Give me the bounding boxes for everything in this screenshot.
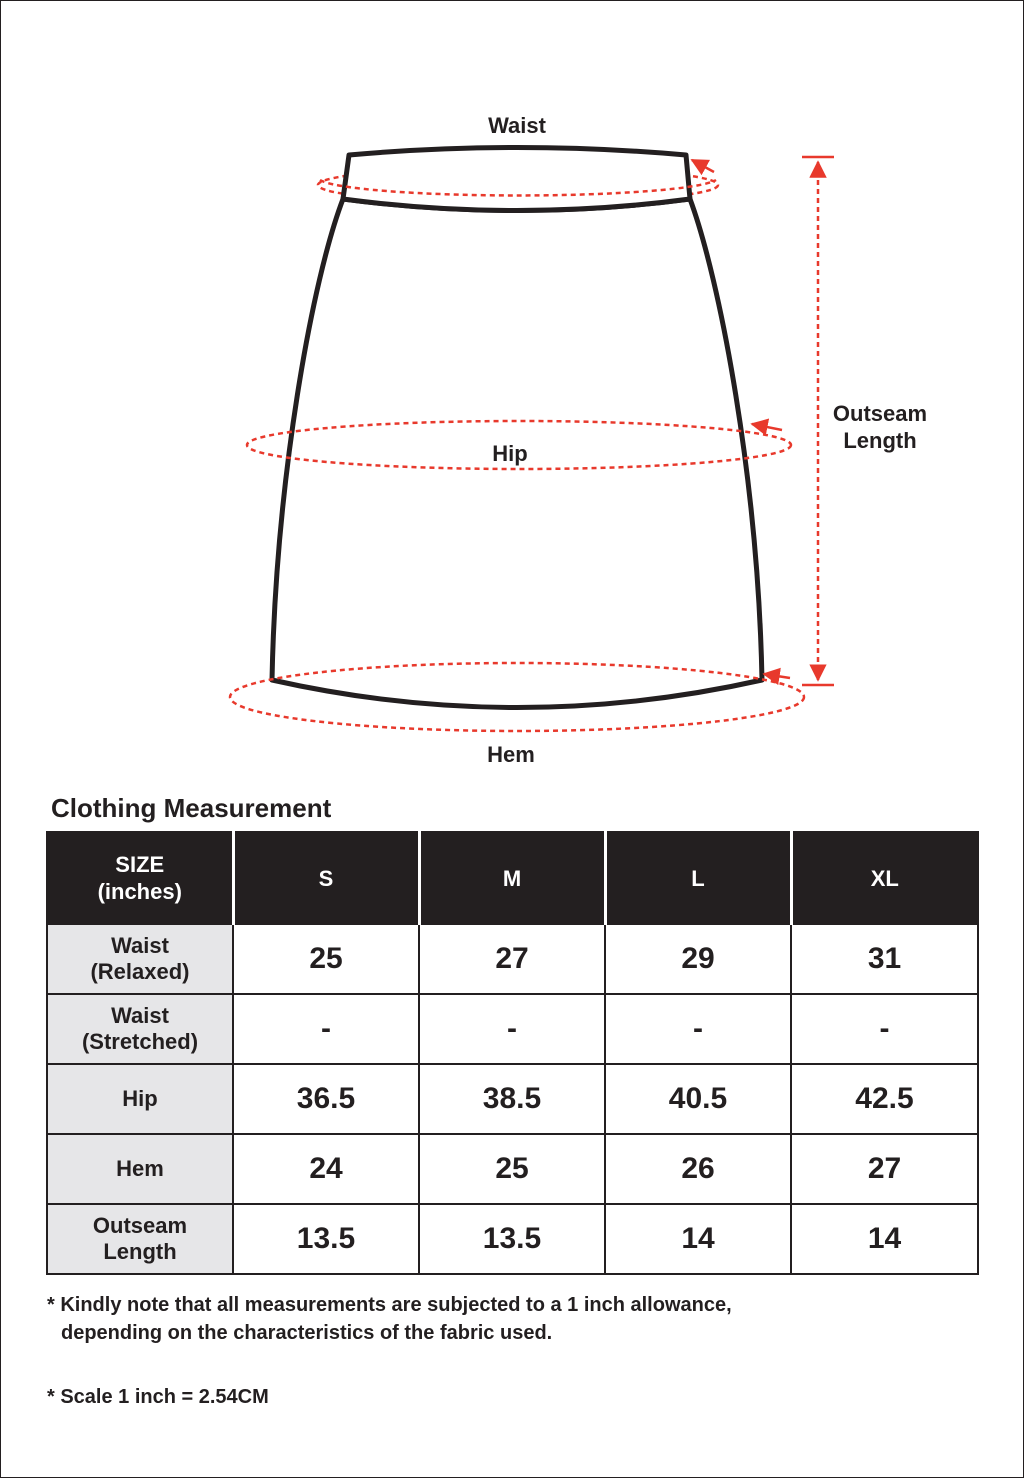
table-row: [47, 924, 978, 994]
size-column-header: L: [605, 832, 791, 924]
table-cell: -: [233, 994, 419, 1064]
size-column-header: XL: [791, 832, 978, 924]
table-cell: 31: [791, 924, 978, 994]
table-cell: 27: [791, 1134, 978, 1204]
table-row: [47, 1064, 978, 1134]
table-cell: 40.5: [605, 1064, 791, 1134]
hip-label: Hip: [492, 441, 528, 466]
table-cell: 27: [419, 924, 605, 994]
table-cell: 36.5: [233, 1064, 419, 1134]
row-label: Waist (Stretched): [47, 994, 233, 1064]
waist-label: Waist: [488, 113, 546, 138]
waistband-outline: [343, 148, 690, 211]
table-row: [47, 994, 978, 1064]
table-row: [47, 1204, 978, 1274]
allowance-note-line-2: depending on the characteristics of the fabric used.: [61, 1322, 553, 1344]
table-cell: 29: [605, 924, 791, 994]
size-header: SIZE (inches): [47, 832, 233, 924]
scale-note: * Scale 1 inch = 2.54CM: [47, 1386, 269, 1408]
table-cell: 38.5: [419, 1064, 605, 1134]
row-label: Waist (Relaxed): [47, 924, 233, 994]
table-cell: 14: [791, 1204, 978, 1274]
table-header-row: [47, 832, 978, 924]
hem-arrow: [764, 674, 790, 678]
size-column-header: M: [419, 832, 605, 924]
table-cell: 14: [605, 1204, 791, 1274]
table-cell: 24: [233, 1134, 419, 1204]
table-cell: -: [605, 994, 791, 1064]
hem-label: Hem: [487, 742, 535, 767]
table-cell: 25: [233, 924, 419, 994]
outseam-length-label: Outseam Length: [832, 401, 928, 453]
allowance-note-line-1: * Kindly note that all measurements are subjected to a 1 inch allowance,: [47, 1294, 732, 1316]
size-column-header: S: [233, 832, 419, 924]
table-row: [47, 1134, 978, 1204]
section-title: Clothing Measurement: [51, 793, 332, 823]
hip-arrow: [752, 424, 782, 430]
waist-arrow: [692, 160, 714, 172]
row-label: Hem: [47, 1134, 233, 1204]
row-label: Hip: [47, 1064, 233, 1134]
table-cell: 13.5: [233, 1204, 419, 1274]
table-cell: 13.5: [419, 1204, 605, 1274]
allowance-note: [47, 1291, 732, 1347]
table-cell: -: [791, 994, 978, 1064]
table-cell: 26: [605, 1134, 791, 1204]
size-chart-table: [46, 831, 979, 1275]
table-cell: 42.5: [791, 1064, 978, 1134]
table-cell: -: [419, 994, 605, 1064]
table-cell: 25: [419, 1134, 605, 1204]
row-label: Outseam Length: [47, 1204, 233, 1274]
